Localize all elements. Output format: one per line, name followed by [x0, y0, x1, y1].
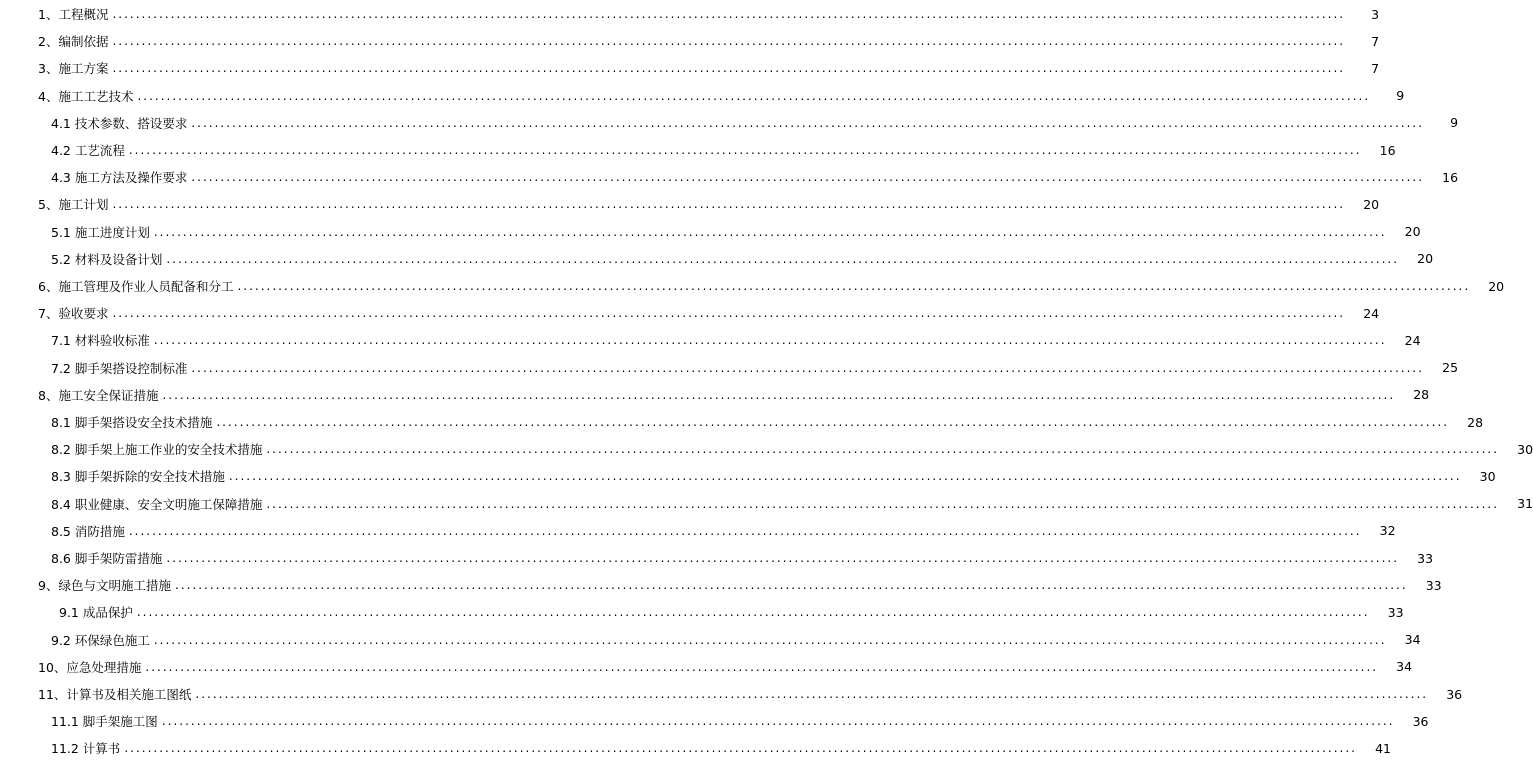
toc-entry[interactable] [0, 55, 1380, 81]
toc-entry-page-number: 33 [1425, 577, 1442, 593]
toc-leader-dots [216, 416, 1449, 428]
toc-entry-title: 8.6 脚手架防雷措施 [51, 551, 163, 566]
toc-entry[interactable] [0, 110, 1459, 136]
toc-entry-page-number: 16 [1442, 169, 1459, 185]
toc-leader-dots [266, 443, 1499, 455]
toc-entry-page-number: 16 [1379, 142, 1396, 158]
toc-entry-title: 8.4 职业健康、安全文明施工保障措施 [51, 496, 263, 512]
toc-entry-title: 1、工程概况 [38, 7, 109, 22]
toc-entry-title: 8.1 脚手架搭设安全技术措施 [51, 415, 213, 430]
toc-entry-title: 9.1 成品保护 [59, 605, 133, 621]
toc-entry-page-number: 32 [1379, 523, 1396, 539]
toc-entry-page-number: 7 [1371, 33, 1380, 49]
toc-entry[interactable] [0, 654, 1413, 680]
toc-entry-page-number: 34 [1396, 659, 1413, 675]
toc-leader-dots [229, 470, 1462, 482]
toc-entry-title: 7.1 材料验收标准 [51, 333, 150, 349]
toc-leader-dots [112, 35, 1345, 47]
toc-leader-dots [154, 334, 1387, 346]
toc-entry[interactable] [0, 545, 1434, 571]
toc-leader-dots [112, 198, 1345, 210]
toc-entry-title: 9.2 环保绿色施工 [51, 632, 150, 648]
toc-entry-page-number: 33 [1387, 604, 1404, 620]
toc-entry[interactable] [0, 83, 1405, 109]
toc-leader-dots [191, 117, 1424, 129]
toc-entry[interactable] [0, 246, 1434, 272]
toc-entry-title: 9、绿色与文明施工措施 [38, 578, 171, 594]
toc-entry[interactable] [0, 599, 1404, 625]
toc-entry-page-number: 20 [1363, 196, 1380, 212]
toc-entry[interactable] [0, 409, 1484, 435]
toc-entry[interactable] [0, 355, 1459, 381]
toc-leader-dots [129, 144, 1362, 156]
toc-entry-title: 4.1 技术参数、搭设要求 [51, 115, 188, 131]
toc-entry-page-number: 24 [1363, 305, 1380, 321]
toc-entry-page-number: 9 [1396, 88, 1405, 104]
toc-entry-title: 2、编制依据 [38, 34, 109, 50]
toc-entry[interactable] [0, 382, 1430, 408]
toc-entry[interactable] [0, 708, 1429, 734]
toc-leader-dots [166, 552, 1399, 564]
toc-entry[interactable] [0, 518, 1396, 544]
toc-entry-page-number: 34 [1404, 632, 1421, 648]
toc-leader-dots [112, 62, 1345, 74]
toc-entry[interactable] [0, 681, 1463, 707]
toc-entry[interactable] [0, 28, 1380, 54]
toc-entry-page-number: 31 [1517, 496, 1533, 512]
toc-entry-page-number: 41 [1375, 740, 1391, 756]
toc-leader-dots [166, 253, 1399, 265]
toc-leader-dots [175, 579, 1408, 591]
toc-leader-dots [154, 226, 1387, 238]
toc-entry[interactable] [0, 219, 1421, 245]
toc-entry[interactable] [0, 436, 1533, 462]
toc-entry-title: 8、施工安全保证措施 [38, 387, 159, 403]
toc-entry[interactable] [0, 164, 1459, 190]
toc-entry-page-number: 20 [1488, 278, 1505, 294]
toc-entry-title: 10、应急处理措施 [38, 659, 142, 675]
toc-entry-page-number: 36 [1412, 713, 1429, 729]
toc-entry[interactable] [0, 137, 1396, 163]
toc-entry-title: 4.2 工艺流程 [51, 143, 125, 158]
toc-entry[interactable] [0, 1, 1380, 27]
toc-entry-title: 11.2 计算书 [51, 741, 121, 757]
toc-leader-dots [124, 742, 1357, 754]
toc-entry-title: 5、施工计划 [38, 197, 109, 213]
toc-entry[interactable] [0, 327, 1421, 353]
toc-leader-dots [266, 498, 1499, 510]
toc-entry-title: 6、施工管理及作业人员配备和分工 [38, 279, 234, 294]
toc-entry-title: 7、验收要求 [38, 306, 109, 322]
toc-entry-title: 4、施工工艺技术 [38, 88, 134, 104]
toc-entry-title: 5.1 施工进度计划 [51, 224, 150, 240]
toc-entry-page-number: 30 [1479, 468, 1496, 484]
toc-entry[interactable] [0, 627, 1421, 653]
toc-leader-dots [112, 307, 1345, 319]
toc-entry-page-number: 25 [1442, 360, 1459, 376]
toc-leader-dots [237, 280, 1470, 292]
toc-entry-title: 4.3 施工方法及操作要求 [51, 170, 188, 186]
toc-entry[interactable] [0, 273, 1505, 299]
toc-leader-dots [195, 688, 1428, 700]
toc-leader-dots [112, 8, 1345, 20]
toc-entry-page-number: 3 [1371, 6, 1380, 22]
toc-leader-dots [137, 90, 1370, 102]
toc-entry-title: 8.5 消防措施 [51, 523, 125, 539]
toc-entry-page-number: 7 [1371, 60, 1380, 76]
toc-entry[interactable] [0, 572, 1442, 598]
toc-entry-page-number: 36 [1446, 686, 1463, 702]
toc-entry-title: 8.3 脚手架拆除的安全技术措施 [51, 469, 225, 485]
toc-entry-page-number: 24 [1404, 332, 1421, 348]
toc-entry-title: 7.2 脚手架搭设控制标准 [51, 360, 188, 376]
toc-entry-title: 3、施工方案 [38, 61, 109, 77]
toc-entry[interactable] [0, 300, 1380, 326]
toc-leader-dots [154, 634, 1387, 646]
toc-entry-page-number: 30 [1517, 441, 1533, 457]
toc-entry[interactable] [0, 491, 1533, 517]
toc-entry-page-number: 33 [1417, 550, 1434, 566]
toc-entry-page-number: 28 [1467, 414, 1484, 430]
toc-entry-page-number: 20 [1417, 251, 1434, 267]
toc-entry-title: 5.2 材料及设备计划 [51, 251, 163, 267]
toc-leader-dots [162, 715, 1395, 727]
toc-entry[interactable] [0, 191, 1380, 217]
toc-leader-dots [129, 525, 1362, 537]
toc-entry-page-number: 20 [1404, 224, 1421, 240]
toc-leader-dots [191, 171, 1424, 183]
toc-entry-page-number: 28 [1413, 387, 1430, 403]
toc-entry-title: 8.2 脚手架上施工作业的安全技术措施 [51, 442, 263, 458]
toc-leader-dots [162, 389, 1395, 401]
toc-leader-dots [137, 606, 1370, 618]
toc-entry-title: 11.1 脚手架施工图 [51, 714, 158, 730]
toc-entry-page-number: 9 [1450, 115, 1459, 131]
toc-entry[interactable] [0, 735, 1391, 761]
toc-leader-dots [145, 661, 1378, 673]
toc-entry-title: 11、计算书及相关施工图纸 [38, 687, 192, 702]
toc-entry[interactable] [0, 463, 1496, 489]
toc-leader-dots [191, 362, 1424, 374]
